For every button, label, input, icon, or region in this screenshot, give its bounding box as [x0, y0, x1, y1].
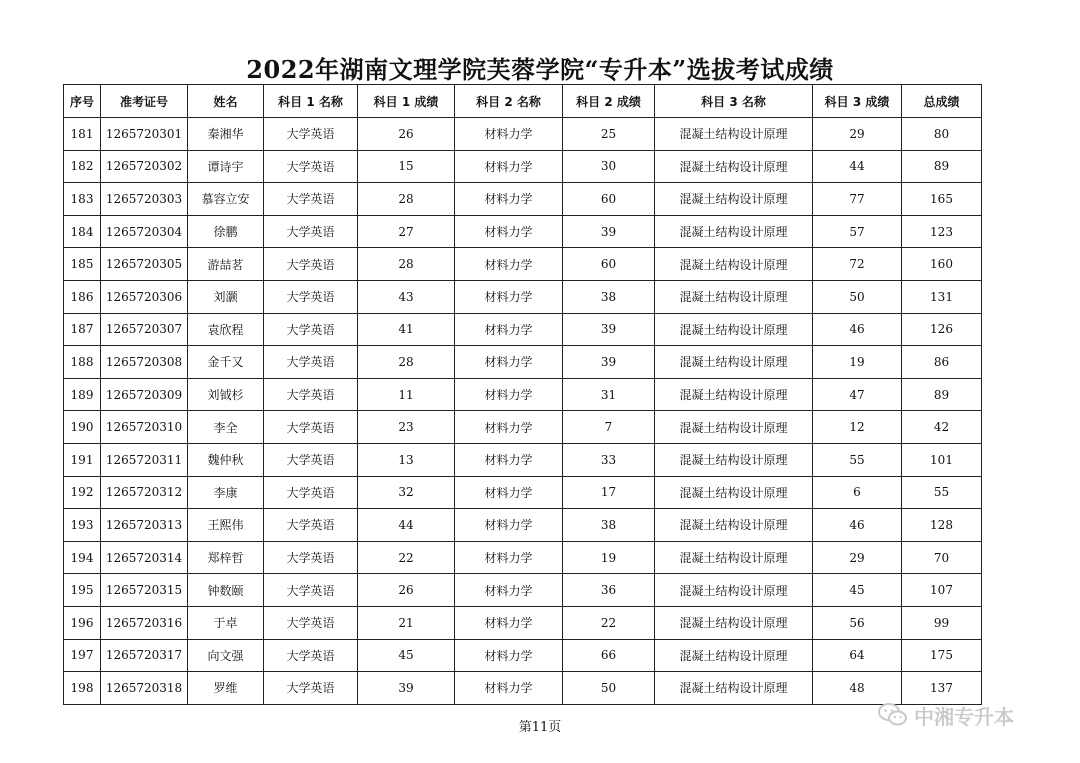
cell-subject1-score: 11 — [358, 378, 455, 411]
table-row — [64, 150, 982, 183]
header-subject2-name: 科目 2 名称 — [455, 85, 563, 118]
cell-name: 刘灏 — [188, 280, 264, 313]
cell-subject3-score: 47 — [813, 378, 902, 411]
cell-subject2-score: 17 — [563, 476, 655, 509]
cell-subject1-score: 26 — [358, 118, 455, 151]
cell-exam-id: 1265720303 — [101, 183, 188, 216]
cell-subject3-score: 19 — [813, 346, 902, 379]
cell-subject2-score: 38 — [563, 280, 655, 313]
cell-total: 137 — [902, 672, 982, 705]
cell-subject3-name: 混凝土结构设计原理 — [655, 118, 813, 151]
cell-total: 131 — [902, 280, 982, 313]
cell-subject1-name: 大学英语 — [264, 215, 358, 248]
cell-subject3-name: 混凝土结构设计原理 — [655, 378, 813, 411]
cell-subject2-name: 材料力学 — [455, 574, 563, 607]
cell-subject1-name: 大学英语 — [264, 606, 358, 639]
cell-subject3-score: 56 — [813, 606, 902, 639]
cell-subject1-score: 28 — [358, 183, 455, 216]
table-row — [64, 378, 982, 411]
cell-subject1-name: 大学英语 — [264, 118, 358, 151]
cell-subject1-name: 大学英语 — [264, 476, 358, 509]
cell-subject3-name: 混凝土结构设计原理 — [655, 606, 813, 639]
cell-subject2-score: 50 — [563, 672, 655, 705]
header-subject3-name: 科目 3 名称 — [655, 85, 813, 118]
cell-subject3-name: 混凝土结构设计原理 — [655, 541, 813, 574]
header-subject3-score: 科目 3 成绩 — [813, 85, 902, 118]
cell-subject1-name: 大学英语 — [264, 248, 358, 281]
cell-exam-id: 1265720310 — [101, 411, 188, 444]
table-row — [64, 672, 982, 705]
cell-subject2-score: 7 — [563, 411, 655, 444]
cell-subject2-name: 材料力学 — [455, 639, 563, 672]
cell-name: 于卓 — [188, 606, 264, 639]
cell-exam-id: 1265720316 — [101, 606, 188, 639]
cell-subject2-score: 19 — [563, 541, 655, 574]
cell-subject3-name: 混凝土结构设计原理 — [655, 476, 813, 509]
cell-subject2-score: 25 — [563, 118, 655, 151]
cell-total: 42 — [902, 411, 982, 444]
cell-subject1-name: 大学英语 — [264, 509, 358, 542]
cell-subject1-score: 45 — [358, 639, 455, 672]
cell-exam-id: 1265720307 — [101, 313, 188, 346]
cell-subject2-score: 38 — [563, 509, 655, 542]
table-row — [64, 215, 982, 248]
cell-exam-id: 1265720308 — [101, 346, 188, 379]
cell-subject1-score: 13 — [358, 443, 455, 476]
table-row — [64, 541, 982, 574]
cell-subject3-name: 混凝土结构设计原理 — [655, 443, 813, 476]
cell-subject1-score: 43 — [358, 280, 455, 313]
cell-subject1-name: 大学英语 — [264, 150, 358, 183]
cell-exam-id: 1265720305 — [101, 248, 188, 281]
cell-total: 101 — [902, 443, 982, 476]
cell-subject1-score: 23 — [358, 411, 455, 444]
cell-subject1-score: 22 — [358, 541, 455, 574]
cell-total: 128 — [902, 509, 982, 542]
table-row — [64, 509, 982, 542]
cell-subject3-name: 混凝土结构设计原理 — [655, 313, 813, 346]
cell-subject2-name: 材料力学 — [455, 411, 563, 444]
cell-subject1-name: 大学英语 — [264, 411, 358, 444]
cell-total: 165 — [902, 183, 982, 216]
cell-subject2-score: 22 — [563, 606, 655, 639]
cell-subject1-score: 21 — [358, 606, 455, 639]
cell-index: 196 — [64, 606, 101, 639]
cell-name: 罗维 — [188, 672, 264, 705]
watermark-text: 中湘专升本 — [914, 704, 1014, 729]
cell-subject3-name: 混凝土结构设计原理 — [655, 509, 813, 542]
header-total: 总成绩 — [902, 85, 982, 118]
table-row — [64, 639, 982, 672]
cell-subject3-name: 混凝土结构设计原理 — [655, 346, 813, 379]
cell-subject2-name: 材料力学 — [455, 280, 563, 313]
cell-total: 160 — [902, 248, 982, 281]
cell-subject3-score: 64 — [813, 639, 902, 672]
cell-name: 李康 — [188, 476, 264, 509]
cell-index: 186 — [64, 280, 101, 313]
cell-subject1-score: 39 — [358, 672, 455, 705]
cell-name: 向文强 — [188, 639, 264, 672]
cell-exam-id: 1265720302 — [101, 150, 188, 183]
cell-subject3-score: 72 — [813, 248, 902, 281]
cell-exam-id: 1265720301 — [101, 118, 188, 151]
cell-subject3-name: 混凝土结构设计原理 — [655, 248, 813, 281]
cell-subject3-score: 50 — [813, 280, 902, 313]
cell-subject2-name: 材料力学 — [455, 606, 563, 639]
cell-subject3-name: 混凝土结构设计原理 — [655, 639, 813, 672]
cell-subject2-score: 60 — [563, 183, 655, 216]
cell-name: 谭诗宇 — [188, 150, 264, 183]
cell-subject3-name: 混凝土结构设计原理 — [655, 183, 813, 216]
cell-subject3-score: 57 — [813, 215, 902, 248]
cell-index: 191 — [64, 443, 101, 476]
cell-name: 秦湘华 — [188, 118, 264, 151]
document-title: 2022年湖南文理学院芙蓉学院“专升本”选拔考试成绩 — [246, 55, 834, 84]
cell-name: 金千又 — [188, 346, 264, 379]
cell-subject1-name: 大学英语 — [264, 346, 358, 379]
cell-index: 190 — [64, 411, 101, 444]
cell-index: 197 — [64, 639, 101, 672]
cell-total: 126 — [902, 313, 982, 346]
cell-index: 198 — [64, 672, 101, 705]
cell-exam-id: 1265720312 — [101, 476, 188, 509]
cell-subject1-name: 大学英语 — [264, 280, 358, 313]
cell-subject2-name: 材料力学 — [455, 150, 563, 183]
cell-name: 钟数颐 — [188, 574, 264, 607]
cell-index: 194 — [64, 541, 101, 574]
cell-subject2-name: 材料力学 — [455, 378, 563, 411]
cell-subject2-name: 材料力学 — [455, 541, 563, 574]
cell-subject3-name: 混凝土结构设计原理 — [655, 150, 813, 183]
cell-subject2-name: 材料力学 — [455, 476, 563, 509]
cell-subject2-name: 材料力学 — [455, 118, 563, 151]
cell-exam-id: 1265720311 — [101, 443, 188, 476]
cell-subject3-name: 混凝土结构设计原理 — [655, 411, 813, 444]
cell-subject3-score: 45 — [813, 574, 902, 607]
header-subject1-score: 科目 1 成绩 — [358, 85, 455, 118]
cell-index: 192 — [64, 476, 101, 509]
wechat-icon — [878, 702, 908, 728]
cell-subject2-name: 材料力学 — [455, 443, 563, 476]
cell-subject3-score: 55 — [813, 443, 902, 476]
cell-subject1-name: 大学英语 — [264, 574, 358, 607]
cell-subject1-name: 大学英语 — [264, 672, 358, 705]
cell-index: 183 — [64, 183, 101, 216]
cell-subject2-name: 材料力学 — [455, 248, 563, 281]
cell-exam-id: 1265720306 — [101, 280, 188, 313]
cell-total: 175 — [902, 639, 982, 672]
cell-name: 游喆茗 — [188, 248, 264, 281]
watermark — [878, 700, 1014, 730]
cell-exam-id: 1265720313 — [101, 509, 188, 542]
cell-subject3-name: 混凝土结构设计原理 — [655, 574, 813, 607]
cell-subject2-score: 39 — [563, 346, 655, 379]
cell-subject2-score: 30 — [563, 150, 655, 183]
cell-subject3-score: 46 — [813, 313, 902, 346]
table-row — [64, 443, 982, 476]
cell-subject1-score: 28 — [358, 248, 455, 281]
cell-total: 89 — [902, 150, 982, 183]
cell-subject1-name: 大学英语 — [264, 183, 358, 216]
cell-subject3-score: 44 — [813, 150, 902, 183]
cell-subject3-name: 混凝土结构设计原理 — [655, 280, 813, 313]
cell-subject3-score: 29 — [813, 541, 902, 574]
cell-subject1-name: 大学英语 — [264, 541, 358, 574]
cell-subject1-score: 41 — [358, 313, 455, 346]
header-subject2-score: 科目 2 成绩 — [563, 85, 655, 118]
table-body — [64, 118, 982, 705]
cell-exam-id: 1265720318 — [101, 672, 188, 705]
cell-subject1-score: 27 — [358, 215, 455, 248]
header-name: 姓名 — [188, 85, 264, 118]
table-row — [64, 118, 982, 151]
cell-subject2-name: 材料力学 — [455, 672, 563, 705]
cell-exam-id: 1265720317 — [101, 639, 188, 672]
cell-subject3-score: 46 — [813, 509, 902, 542]
cell-subject2-name: 材料力学 — [455, 183, 563, 216]
cell-name: 刘钺杉 — [188, 378, 264, 411]
cell-subject2-name: 材料力学 — [455, 346, 563, 379]
cell-index: 188 — [64, 346, 101, 379]
cell-index: 195 — [64, 574, 101, 607]
cell-index: 185 — [64, 248, 101, 281]
cell-subject3-name: 混凝土结构设计原理 — [655, 215, 813, 248]
header-exam-id: 准考证号 — [101, 85, 188, 118]
cell-name: 慕容立安 — [188, 183, 264, 216]
cell-subject3-score: 77 — [813, 183, 902, 216]
cell-subject3-score: 29 — [813, 118, 902, 151]
cell-exam-id: 1265720304 — [101, 215, 188, 248]
cell-subject3-score: 48 — [813, 672, 902, 705]
cell-subject1-name: 大学英语 — [264, 378, 358, 411]
header-subject1-name: 科目 1 名称 — [264, 85, 358, 118]
cell-total: 55 — [902, 476, 982, 509]
cell-index: 193 — [64, 509, 101, 542]
cell-name: 王熙伟 — [188, 509, 264, 542]
cell-subject3-score: 12 — [813, 411, 902, 444]
cell-total: 70 — [902, 541, 982, 574]
grades-table — [63, 84, 982, 705]
cell-index: 184 — [64, 215, 101, 248]
cell-subject3-name: 混凝土结构设计原理 — [655, 672, 813, 705]
table-row — [64, 183, 982, 216]
cell-total: 80 — [902, 118, 982, 151]
cell-exam-id: 1265720314 — [101, 541, 188, 574]
cell-subject2-name: 材料力学 — [455, 313, 563, 346]
cell-subject2-name: 材料力学 — [455, 509, 563, 542]
cell-index: 189 — [64, 378, 101, 411]
cell-subject1-score: 28 — [358, 346, 455, 379]
table-row — [64, 411, 982, 444]
cell-total: 107 — [902, 574, 982, 607]
cell-subject3-score: 6 — [813, 476, 902, 509]
table-row — [64, 346, 982, 379]
cell-index: 187 — [64, 313, 101, 346]
cell-total: 123 — [902, 215, 982, 248]
cell-subject2-score: 39 — [563, 313, 655, 346]
cell-subject2-score: 31 — [563, 378, 655, 411]
cell-total: 86 — [902, 346, 982, 379]
table-row — [64, 280, 982, 313]
page-number: 第11页 — [518, 720, 562, 735]
table-row — [64, 313, 982, 346]
cell-name: 袁欣程 — [188, 313, 264, 346]
table-row — [64, 476, 982, 509]
table-header-row — [64, 85, 982, 118]
cell-subject2-score: 39 — [563, 215, 655, 248]
cell-subject1-name: 大学英语 — [264, 639, 358, 672]
table-row — [64, 248, 982, 281]
table-row — [64, 574, 982, 607]
cell-name: 魏仲秋 — [188, 443, 264, 476]
cell-exam-id: 1265720315 — [101, 574, 188, 607]
cell-index: 181 — [64, 118, 101, 151]
cell-subject1-score: 26 — [358, 574, 455, 607]
header-index: 序号 — [64, 85, 101, 118]
cell-subject1-name: 大学英语 — [264, 443, 358, 476]
cell-name: 徐鹏 — [188, 215, 264, 248]
cell-subject1-score: 44 — [358, 509, 455, 542]
table-row — [64, 606, 982, 639]
cell-index: 182 — [64, 150, 101, 183]
cell-total: 89 — [902, 378, 982, 411]
cell-exam-id: 1265720309 — [101, 378, 188, 411]
cell-subject2-score: 60 — [563, 248, 655, 281]
cell-subject1-name: 大学英语 — [264, 313, 358, 346]
cell-name: 李全 — [188, 411, 264, 444]
cell-subject1-score: 32 — [358, 476, 455, 509]
cell-subject2-score: 36 — [563, 574, 655, 607]
cell-name: 郑梓哲 — [188, 541, 264, 574]
cell-subject2-score: 33 — [563, 443, 655, 476]
cell-subject2-name: 材料力学 — [455, 215, 563, 248]
cell-total: 99 — [902, 606, 982, 639]
cell-subject2-score: 66 — [563, 639, 655, 672]
cell-subject1-score: 15 — [358, 150, 455, 183]
